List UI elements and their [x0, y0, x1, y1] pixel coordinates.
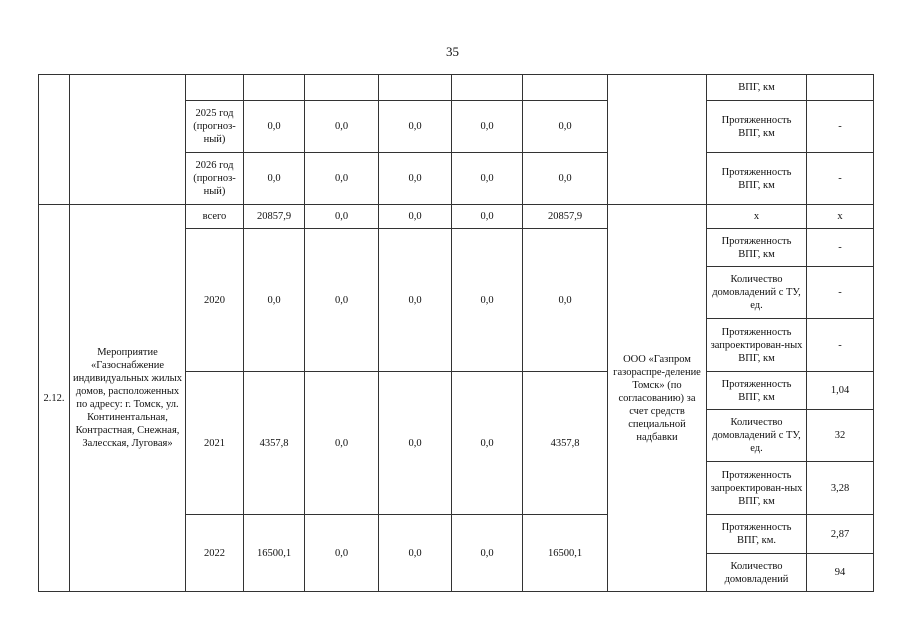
table-row — [39, 205, 874, 229]
amount-cell: 0,0 — [305, 515, 379, 592]
amount-cell: 0,0 — [452, 372, 523, 515]
executor-cell: ООО «Газпром газораспре-деление Томск» (по согласованию) за счет средств специальной надбавки — [608, 205, 707, 592]
period-cell: 2026 год (прогноз-ный) — [186, 153, 244, 205]
indicator-value: - — [807, 229, 874, 267]
total-cell: 4357,8 — [244, 372, 305, 515]
amount-cell: 0,0 — [452, 205, 523, 229]
amount-cell: 0,0 — [379, 101, 452, 153]
empty-name-cell — [70, 75, 186, 205]
total-cell: 20857,9 — [244, 205, 305, 229]
indicator-name: Протяженность запроектирован-ных ВПГ, км — [707, 319, 807, 372]
table-row — [39, 75, 874, 101]
amount-cell: 0,0 — [305, 372, 379, 515]
amount-cell: 0,0 — [452, 101, 523, 153]
indicator-name: Протяженность ВПГ, км — [707, 101, 807, 153]
period-cell: 2022 — [186, 515, 244, 592]
amount-cell: 0,0 — [379, 153, 452, 205]
total-cell: 16500,1 — [244, 515, 305, 592]
amount-cell: 4357,8 — [523, 372, 608, 515]
period-cell: 2020 — [186, 229, 244, 372]
total-cell: 0,0 — [244, 101, 305, 153]
indicator-name: Протяженность ВПГ, км — [707, 372, 807, 410]
total-cell: 0,0 — [244, 153, 305, 205]
amount-cell: 0,0 — [379, 372, 452, 515]
amount-cell: 0,0 — [379, 229, 452, 372]
indicator-value: x — [807, 205, 874, 229]
amount-cell: 0,0 — [379, 205, 452, 229]
indicator-value: 3,28 — [807, 462, 874, 515]
amount-cell: 16500,1 — [523, 515, 608, 592]
period-cell: 2021 — [186, 372, 244, 515]
amount-cell: 0,0 — [523, 153, 608, 205]
program-table — [38, 74, 874, 592]
amount-cell: 0,0 — [523, 229, 608, 372]
indicator-name: Протяженность запроектирован-ных ВПГ, км — [707, 462, 807, 515]
indicator-name: Количество домовладений с ТУ, ед. — [707, 267, 807, 319]
measure-number: 2.12. — [39, 205, 70, 592]
empty-number-cell — [39, 75, 70, 205]
measure-name: Мероприятие «Газоснабжение индивидуальных жилых домов, расположенных по адресу: г. Томск, ул. Континентальная, Контрастная, Снежная, Залесская, Луговая» — [70, 205, 186, 592]
indicator-value: 94 — [807, 554, 874, 592]
indicator-name: x — [707, 205, 807, 229]
amount-cell: 0,0 — [452, 515, 523, 592]
amount-cell: 0,0 — [523, 101, 608, 153]
indicator-value: - — [807, 267, 874, 319]
indicator-name: Протяженность ВПГ, км — [707, 229, 807, 267]
amount-cell: 0,0 — [305, 229, 379, 372]
indicator-name: Количество домовладений — [707, 554, 807, 592]
total-cell: 0,0 — [244, 229, 305, 372]
empty-executor-cell — [608, 75, 707, 205]
amount-cell: 0,0 — [452, 153, 523, 205]
indicator-value: 1,04 — [807, 372, 874, 410]
indicator-name: Протяженность ВПГ, км — [707, 153, 807, 205]
indicator-value: - — [807, 153, 874, 205]
indicator-value: 32 — [807, 410, 874, 462]
period-cell: всего — [186, 205, 244, 229]
indicator-name: ВПГ, км — [707, 75, 807, 101]
indicator-value: 2,87 — [807, 515, 874, 554]
amount-cell: 0,0 — [305, 153, 379, 205]
amount-cell: 20857,9 — [523, 205, 608, 229]
amount-cell: 0,0 — [452, 229, 523, 372]
amount-cell: 0,0 — [379, 515, 452, 592]
indicator-value: - — [807, 319, 874, 372]
indicator-name: Количество домовладений с ТУ, ед. — [707, 410, 807, 462]
amount-cell: 0,0 — [305, 205, 379, 229]
indicator-value: - — [807, 101, 874, 153]
indicator-name: Протяженность ВПГ, км. — [707, 515, 807, 554]
amount-cell: 0,0 — [305, 101, 379, 153]
period-cell: 2025 год (прогноз-ный) — [186, 101, 244, 153]
page-number: 35 — [446, 44, 459, 59]
